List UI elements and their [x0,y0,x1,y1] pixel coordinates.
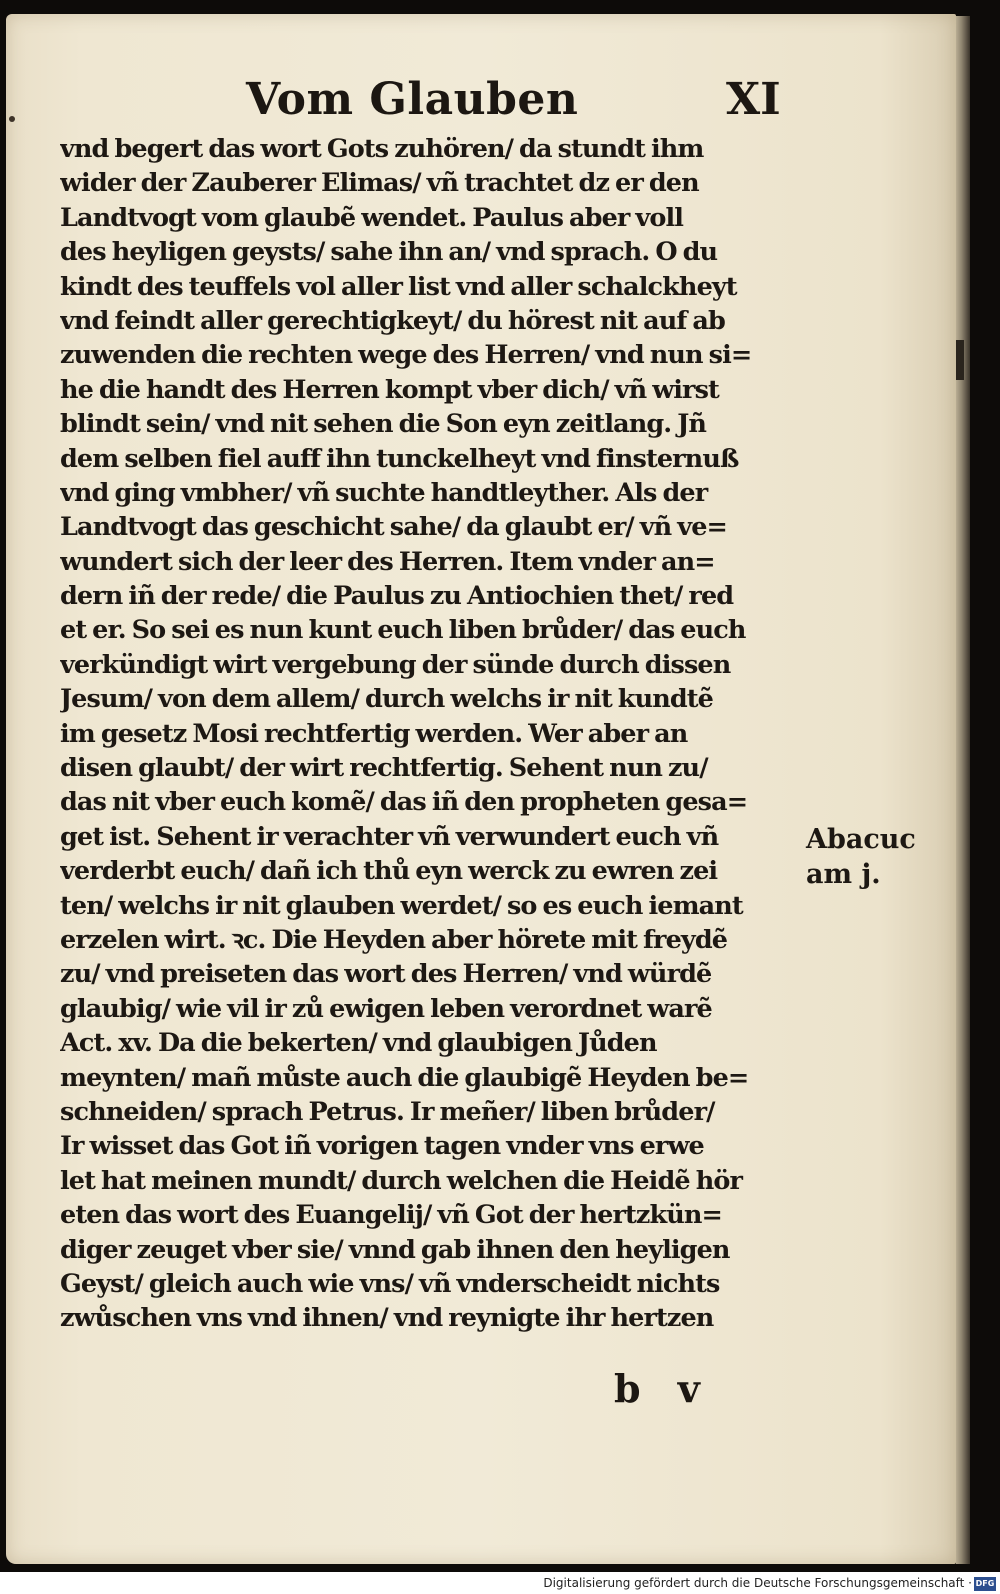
signature-mark: b v [614,1366,712,1411]
text-line: disen glaubt/ der wirt rechtfertig. Sehent nun zu/ [60,753,708,784]
marginal-note [806,822,916,892]
text-line: zwůschen vns vnd ihnen/ vnd reynigte ihr hertzen [60,1303,714,1334]
text-line: des heyligen geysts/ sahe ihn an/ vnd sprach. O du [60,237,718,268]
text-line: dern iñ der rede/ die Paulus zu Antiochien thet/ red [60,581,734,612]
ink-spot [9,116,15,122]
text-line: verkündigt wirt vergebung der sünde durch dissen [60,649,731,680]
text-line: dem selben fiel auff ihn tunckelheyt vnd finsternuß [60,443,739,474]
text-line: diger zeuget vber sie/ vnnd gab ihnen den heyligen [60,1234,730,1265]
text-line: glaubig/ wie vil ir zů ewigen leben verordnet warẽ [60,993,712,1024]
dfg-logo: DFG [974,1577,996,1591]
text-line: vnd begert das wort Gots zuhören/ da stundt ihm [60,134,704,164]
text-line: im gesetz Mosi rechtfertig werden. Wer aber an [60,718,688,749]
text-line: he die handt des Herren kompt vber dich/ vñ wirst [60,374,719,405]
text-line: zu/ vnd preiseten das wort des Herren/ vnd würdẽ [60,959,712,990]
text-line: wundert sich der leer des Herren. Item vnder an= [60,546,715,577]
marginal-note-line: Abacuc [806,824,916,855]
digitization-credit: Digitalisierung gefördert durch die Deutsche Forschungsgemeinschaft · [543,1576,972,1590]
text-line: das nit vber euch komẽ/ das iñ den propheten gesa= [60,787,748,818]
text-line: ten/ welchs ir nit glauben werdet/ so es euch iemant [60,890,743,921]
folio-number: XI [726,74,781,125]
text-line: et er. So sei es nun kunt euch liben brůder/ das euch [60,615,746,646]
text-line: verderbt euch/ dañ ich thů eyn werck zu ewren zei [60,856,718,887]
binding-mark [956,340,964,380]
running-head: Vom Glauben [246,74,579,125]
text-line: wider der Zauberer Elimas/ vñ trachtet dz er den [60,168,699,199]
text-line: vnd feindt aller gerechtigkeyt/ du hörest nit auf ab [60,305,725,336]
body-text [60,132,800,1336]
text-line: vnd ging vmbher/ vñ suchte handtleyther. Als der [60,477,708,508]
text-line: Landtvogt vom glaubẽ wendet. Paulus aber voll [60,202,684,233]
text-line: blindt sein/ vnd nit sehen die Son eyn zeitlang. Jñ [60,409,707,440]
text-line: kindt des teuffels vol aller list vnd aller schalckheyt [60,271,737,302]
text-line: get ist. Sehent ir verachter vñ verwundert euch vñ [60,821,719,852]
text-line: Jesum/ von dem allem/ durch welchs ir nit kundtẽ [60,684,713,715]
text-line: zuwenden die rechten wege des Herren/ vnd nun si= [60,340,752,371]
text-line: Geyst/ gleich auch wie vns/ vñ vnderscheidt nichts [60,1268,720,1299]
text-line: let hat meinen mundt/ durch welchen die Heidẽ hör [60,1165,742,1196]
text-line: Act. xv. Da die bekerten/ vnd glaubigen Jůden [60,1028,657,1059]
text-line: eten das wort des Euangelij/ vñ Got der hertzkün= [60,1200,722,1231]
text-line: Ir wisset das Got iñ vorigen tagen vnder vns erwe [60,1131,704,1162]
text-line: erzelen wirt. ꝛc. Die Heyden aber hörete mit freydẽ [60,924,728,955]
page-edge [956,16,970,1564]
text-line: Landtvogt das geschicht sahe/ da glaubt er/ vñ ve= [60,512,728,543]
marginal-note-line: am j. [806,859,881,890]
text-line: schneiden/ sprach Petrus. Ir meñer/ liben brůder/ [60,1096,715,1127]
text-line: meynten/ mañ můste auch die glaubigẽ Heyden be= [60,1062,749,1093]
